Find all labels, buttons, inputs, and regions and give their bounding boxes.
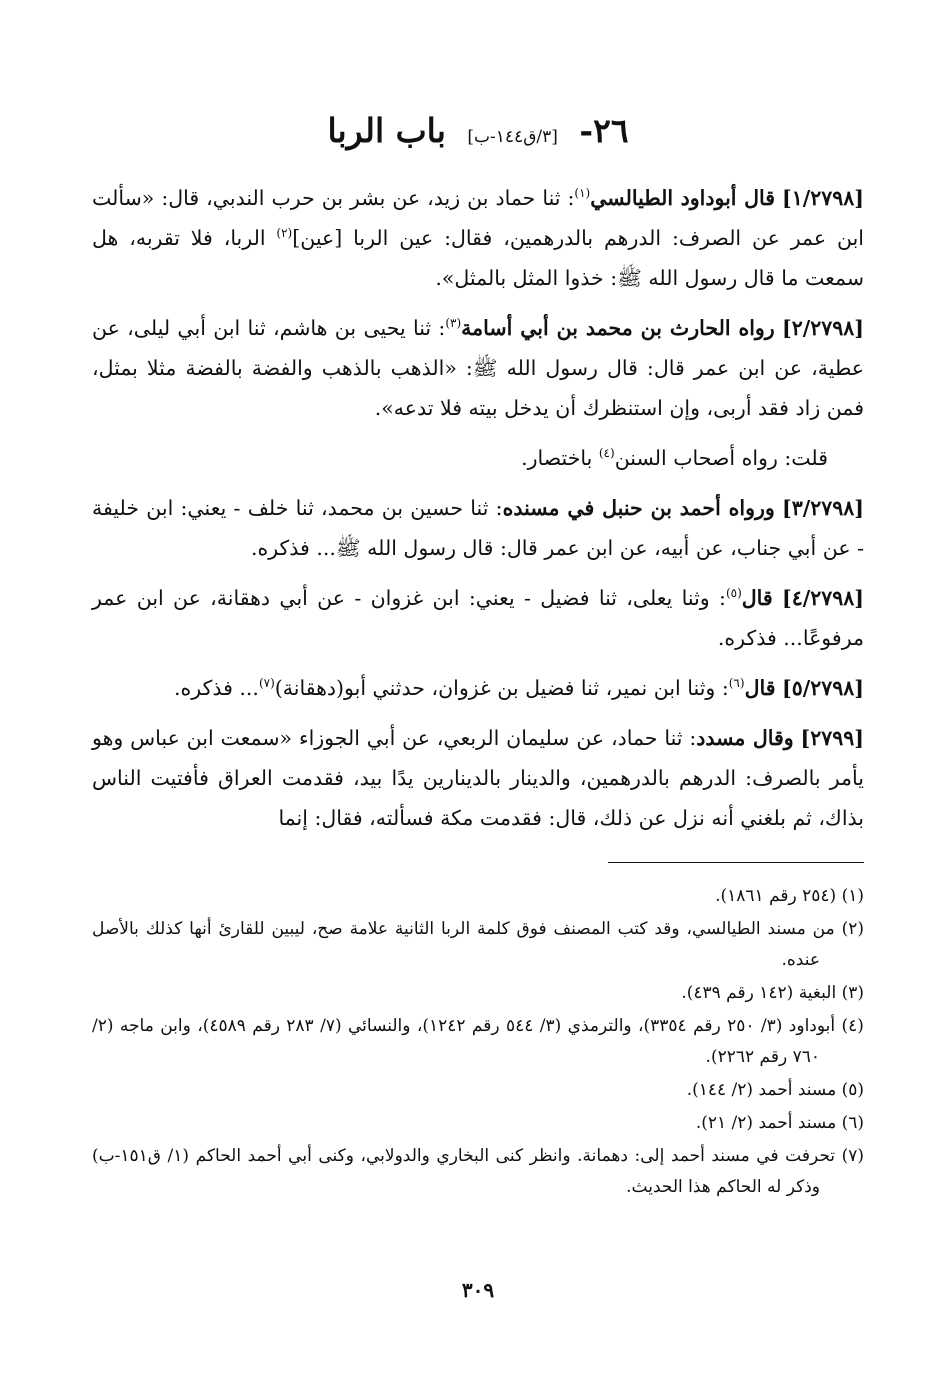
- footnote-item: (٢) من مسند الطيالسي، وقد كتب المصنف فوق كلمة الربا الثانية علامة صح، ليبين للقارئ أنها كذلك بالأصل عنده.: [92, 919, 864, 970]
- hadith-text: الربا، فلا تقربه، هل سمعت ما قال رسول الله ﷺ: خذوا المثل بالمثل».: [92, 226, 864, 290]
- page-number: ٣٠٩: [461, 1278, 495, 1302]
- hadith-text: : ثنا حماد بن زيد، عن بشر بن حرب الندبي، قال: «سألت ابن عمر عن الصرف: الدرهم بالدرهمين، فقال: عين الربا [عين]: [92, 186, 864, 250]
- hadith-number: [٣/٢٧٩٨]: [782, 496, 864, 520]
- hadith-text: : ثنا حماد، عن سليمان الربعي، عن أبي الجوزاء «سمعت ابن عباس وهو يأمر بالصرف: الدرهم بالدرهمين، والدينار بالدينارين يدًا بيد، فقدمت العراق فأفتيت الناس بذاك، ثم بلغني أنه نزل عن ذلك، قال: فقدمت مكة فسألته، فقال: إنما: [92, 726, 864, 830]
- manuscript-reference: [٣/ق١٤٤-ب]: [467, 127, 558, 147]
- narrator-heading: قال: [744, 676, 776, 700]
- footnote-marker: (٣): [445, 316, 462, 331]
- editor-note: [92, 438, 864, 478]
- narrator-heading: وقال مسدد: [696, 726, 794, 750]
- footnote-item: (٤) أبوداود (٣/ ٢٥٠ رقم ٣٣٥٤)، والترمذي (٣/ ٥٤٤ رقم ١٢٤٢)، والنسائي (٧/ ٢٨٣ رقم ٤٥٨٩)، وابن ماجه (٢/ ٧٦٠ رقم ٢٢٦٢).: [92, 1016, 864, 1067]
- narrator-heading: قال أبوداود الطيالسي: [590, 186, 776, 210]
- hadith-entry-3: [92, 488, 864, 568]
- chapter-title: باب الربا: [327, 111, 446, 150]
- footnote-marker: (٧): [258, 676, 275, 691]
- hadith-entry-4: [92, 578, 864, 658]
- footnote-item: (٦) مسند أحمد (٢/ ٢١).: [695, 1113, 864, 1133]
- hadith-entry-6: [92, 718, 864, 838]
- footnote-divider: [608, 862, 864, 863]
- hadith-text: : وثنا ابن نمير، ثنا فضيل بن غزوان، حدثني أبو(دهقانة): [274, 676, 729, 700]
- hadith-number: [٥/٢٧٩٨]: [782, 676, 864, 700]
- hadith-number: [٢/٢٧٩٨]: [782, 316, 864, 340]
- book-page: [92, 100, 864, 1340]
- hadith-text: : ثنا يحيى بن هاشم، ثنا ابن أبي ليلى، عن عطية، عن ابن عمر قال: قال رسول الله ﷺ: «الذهب بالذهب والفضة بالفضة مثلا بمثل، فمن زاد فقد أربى، وإن استنظرك أن يدخل بيته فلا تدعه».: [92, 316, 864, 420]
- chapter-heading: [92, 108, 864, 160]
- hadith-entry-2: [92, 308, 864, 428]
- narrator-heading: قال: [741, 586, 773, 610]
- footnote-marker: (٥): [725, 586, 742, 601]
- footnote-marker: (٤): [598, 446, 615, 461]
- footnote-marker: (٦): [728, 676, 745, 691]
- footnote-marker: (٢): [276, 226, 293, 241]
- hadith-text: ... فذكره.: [174, 676, 259, 700]
- narrator-heading: ورواه أحمد بن حنبل في مسنده: [502, 496, 775, 520]
- hadith-number: [٤/٢٧٩٨]: [782, 586, 864, 610]
- chapter-number: ٢٦-: [579, 111, 629, 150]
- footnote-item: (٣) البغية (١٤٢ رقم ٤٣٩).: [681, 983, 864, 1003]
- hadith-text: : ثنا حسين بن محمد، ثنا خلف - يعني: ابن خليفة - عن أبي جناب، عن أبيه، عن ابن عمر قال: قال رسول الله ﷺ... فذكره.: [92, 496, 864, 560]
- hadith-entry-5: [92, 668, 864, 708]
- note-text: قلت: رواه أصحاب السنن: [614, 446, 828, 470]
- note-text: باختصار.: [521, 446, 599, 470]
- footnote-item: (٥) مسند أحمد (٢/ ١٤٤).: [686, 1080, 864, 1100]
- narrator-heading: رواه الحارث بن محمد بن أبي أسامة: [461, 316, 775, 340]
- footnote-item: (٧) تحرفت في مسند أحمد إلى: دهمانة. وانظر كنى البخاري والدولابي، وكنى أبي أحمد الحاكم (١/ ق١٥١-ب) وذكر له الحاكم هذا الحديث.: [92, 1146, 864, 1197]
- footnotes: [92, 881, 864, 1203]
- hadith-entry-1: [92, 178, 864, 298]
- footnote-item: (١) (٢٥٤ رقم ١٨٦١).: [715, 886, 864, 906]
- hadith-number: [١/٢٧٩٨]: [782, 186, 864, 210]
- footnote-marker: (١): [574, 186, 591, 201]
- hadith-text: : وثنا يعلى، ثنا فضيل - يعني: ابن غزوان - عن أبي دهقانة، عن ابن عمر مرفوعًا... فذكره.: [92, 586, 864, 650]
- hadith-number: [٢٧٩٩]: [800, 726, 864, 750]
